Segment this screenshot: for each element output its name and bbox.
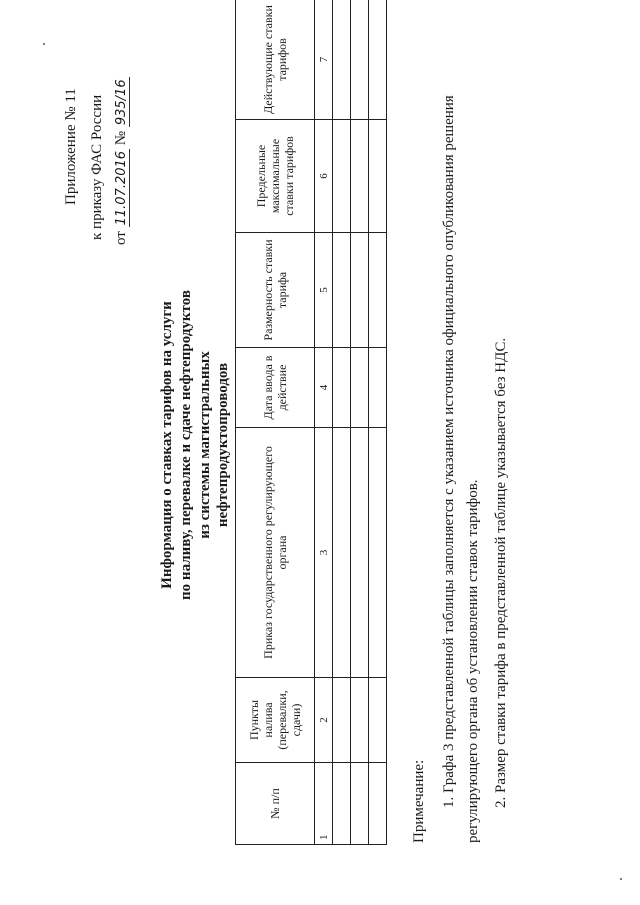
column-number: 5 <box>315 233 333 348</box>
table-header-row <box>236 0 315 845</box>
table-cell <box>351 678 369 763</box>
table-cell <box>369 0 387 120</box>
header-order: Приказ государственного регулирующего органа <box>236 428 315 678</box>
date-prefix: от <box>113 231 129 245</box>
table-cell <box>369 678 387 763</box>
table-cell <box>369 763 387 845</box>
table-cell <box>351 763 369 845</box>
header-number: № п/п <box>236 763 315 845</box>
title-line2: по наливу, перевалке и сдаче нефтепродуктов <box>178 290 194 600</box>
table-row <box>333 0 351 845</box>
column-number: 1 <box>315 763 333 845</box>
note-item1-line2: регулирующего органа об установлении ставок тарифов. <box>465 479 481 843</box>
header-start-date: Дата ввода в действие <box>236 348 315 428</box>
note-item1-line1: 1. Графа 3 представленной таблицы заполняется с указанием источника официального опубликования решения <box>441 95 457 808</box>
column-number: 4 <box>315 348 333 428</box>
table-row <box>351 0 369 845</box>
handwritten-date: 11.07.2016 <box>114 150 129 226</box>
header-max-rates: Предельные максимальные ставки тарифов <box>236 120 315 233</box>
scan-speck <box>43 43 45 45</box>
note-item2: 2. Размер ставки тарифа в представленной таблице указывается без НДС. <box>493 337 509 808</box>
header-rate-unit: Размерность ставки тарифа <box>236 233 315 348</box>
number-prefix: № <box>113 130 129 146</box>
table-cell <box>351 428 369 678</box>
table-cell <box>369 428 387 678</box>
handwritten-number: 935/16 <box>114 79 129 126</box>
column-number: 7 <box>315 0 333 120</box>
table-cell <box>369 233 387 348</box>
header-points: Пункты налива (перевалки, сдачи) <box>236 678 315 763</box>
table-cell <box>333 348 351 428</box>
appendix-line1: Приложение № 11 <box>63 88 79 205</box>
header-current-rates: Действующие ставки тарифов <box>236 0 315 120</box>
table-cell <box>333 428 351 678</box>
column-number: 2 <box>315 678 333 763</box>
table-cell <box>351 233 369 348</box>
note-heading: Примечание: <box>411 759 427 843</box>
tariff-table <box>235 0 387 845</box>
table-cell <box>351 120 369 233</box>
appendix-date-line <box>112 77 131 245</box>
scan-speck <box>620 878 622 880</box>
table-cell <box>333 763 351 845</box>
table-cell <box>351 348 369 428</box>
table-cell <box>333 0 351 120</box>
column-number-row <box>315 0 333 845</box>
table-cell <box>369 120 387 233</box>
table-row <box>369 0 387 845</box>
table-cell <box>369 348 387 428</box>
title-line3: из системы магистральных нефтепродуктопроводов <box>197 351 231 539</box>
column-number: 6 <box>315 120 333 233</box>
title-line1: Информация о ставках тарифов на услуги <box>159 301 175 589</box>
column-number: 3 <box>315 428 333 678</box>
table-cell <box>333 120 351 233</box>
table-cell <box>351 0 369 120</box>
table-cell <box>333 678 351 763</box>
appendix-line2: к приказу ФАС России <box>89 94 105 240</box>
table-cell <box>333 233 351 348</box>
